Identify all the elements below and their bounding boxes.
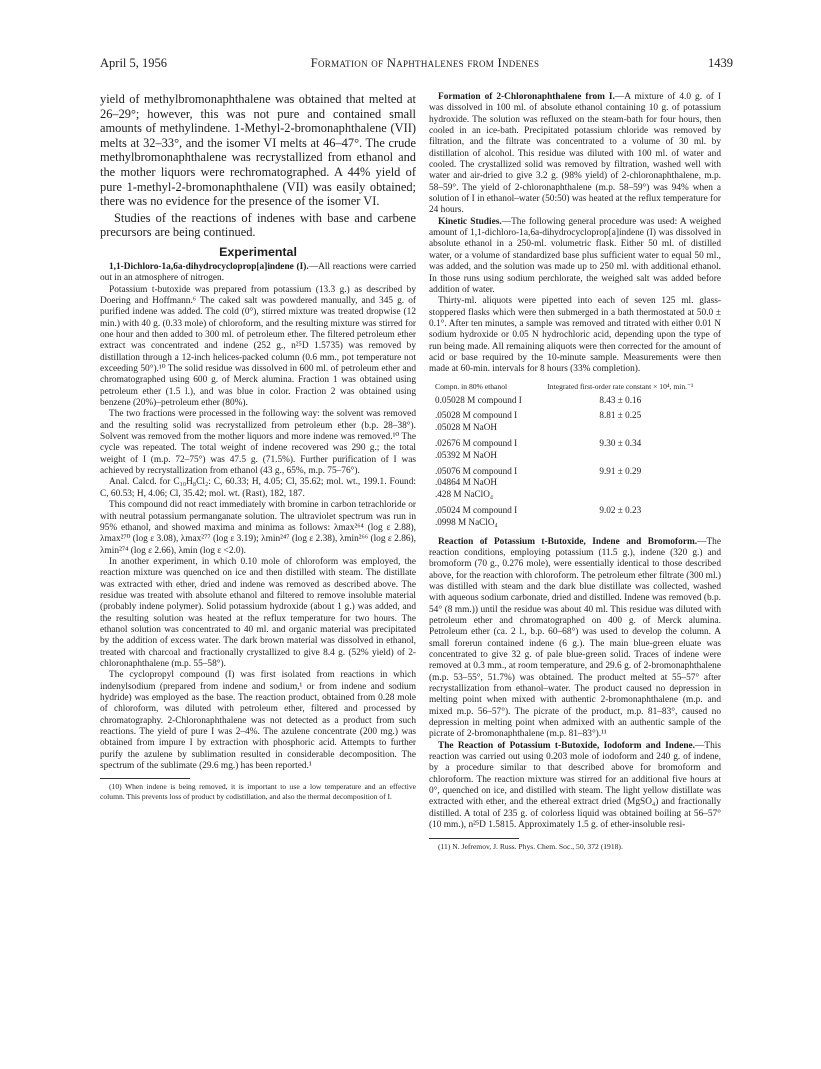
- paragraph-text: —All reactions were carried out in an atmosphere of nitrogen.: [100, 261, 416, 284]
- table-cell-composition: .05028 M compound I: [435, 410, 518, 421]
- table-row: [435, 450, 705, 462]
- experimental-paragraph: In another experiment, in which 0.10 mole of chloroform was employed, the reaction mixture was quenched on ice and then distilled with steam. The distillate was extracted with ether, dried and indene was removed as described above. The residue was treated with absolute ethanol and filtered to remove insoluble material (probably indene polymer). Solid potassium hydroxide (about 1 g.) was added, and the resulting solution was heated at the reflux temperature for two hours. The ethanol solution was concentrated to 40 ml. and organic material was precipitated by the addition of excess water. The dark brown material was dissolved in ethanol, treated with charcoal and fractionally crystallized to give 8.4 g. (52% yield) of 2-chloronaphthalene (m.p. 55–58°).: [100, 556, 416, 669]
- table-cell-composition: .05076 M compound I: [435, 465, 518, 476]
- paragraph-text: —The following general procedure was used: A weighed amount of 1,1-dichloro-1a,6a-dihydrocycloprop[a]indene (I) was dissolved in absolute ethanol in a 250-ml. volumetric flask. Either 50 ml. of distilled water, or a volume of standardized base plus sufficient water to equal 50 ml., was added, and the solution was made up to 250 ml. with additional ethanol. In those runs using sodium perchlorate, the weighed salt was added before addition of water.: [429, 216, 721, 295]
- table-cell-composition: .0998 M NaClO₄: [435, 516, 498, 527]
- table-header: Integrated first-order rate constant × 10⁴, min.⁻¹: [547, 381, 694, 391]
- table-row: [435, 517, 705, 529]
- experimental-paragraph: The two fractions were processed in the following way: the solvent was removed and the resulting solid was recrystallized from petroleum ether (b.p. 28–38°). Solvent was removed from the mother liquors and more indene was removed.¹⁰ The cycle was repeated. The total weight of indene recovered was 290 g.; the total weight of I (m.p. 72–75°) was 47.5 g. (71.5%). Further purification of I was achieved by recrystallization from ethanol (43 g., 65%, m.p. 75–76°).: [100, 409, 416, 477]
- run-in-heading: Reaction of Potassium t-Butoxide, Indene and Bromoform.: [438, 536, 698, 547]
- intro-paragraph: Studies of the reactions of indenes with base and carbene precursors are being continued.: [100, 210, 416, 240]
- experimental-paragraph: [429, 92, 721, 217]
- table-cell-composition: .05028 M NaOH: [435, 422, 498, 433]
- table-cell-rate: 9.02 ± 0.23: [599, 504, 642, 515]
- paragraph-text: —This reaction was carried out using 0.203 mole of iodoform and 240 g. of indene, by a procedure similar to that described above for bromoform and chloroform. The reaction mixture was stirred for an additional five hours at 0°, quenched on ice, and distilled with steam. The light yellow distillate was extracted with ether, and the ethereal extract dried (MgSO₄) and fractionally distilled. A total of 235 g. of colorless liquid was obtained boiling at 56–57° (10 mm.), n²⁵D 1.5815. Approximately 1.5 g. of ether-insoluble resi-: [429, 740, 721, 831]
- experimental-paragraph: [429, 217, 721, 296]
- experimental-paragraph: Potassium t-butoxide was prepared from potassium (13.3 g.) as described by Doering and Hoffmann.⁶ The caked salt was powdered manually, and 345 g. of purified indene was added. The cold (0°), stirred mixture was treated dropwise (12 min.) with 40 g. (0.33 mole) of chloroform, and the resulting mixture was stirred for one hour and then added to 300 ml. of petroleum ether. The filtered petroleum ether extract was concentrated and indene (252 g., n²⁵D 1.5735) was removed by distillation through a 12-inch helices-packed column (0.6 mm., pot temperature not exceeding 50°).¹⁰ The solid residue was dissolved in 600 ml. of petroleum ether and chromatographed using 600 g. of Merck alumina. Fraction 1 was obtained using petroleum ether (1.5 l.), and was blue in color. Fraction 2 was obtained using benzene (20%)–petroleum ether (80%).: [100, 284, 416, 409]
- run-in-heading: The Reaction of Potassium t-Butoxide, Iodoform and Indene.: [438, 740, 696, 751]
- run-in-heading: Formation of 2-Chloronaphthalene from I.: [438, 92, 615, 102]
- paragraph-text: —The reaction conditions, employing potassium (11.5 g.), indene (320 g.) and bromoform (70 g., 0.276 mole), were essentially identical to those described above, for the reaction with chloroform. The petroleum ether filtrate (300 ml.) was distilled with steam and the dark blue distillate was collected, washed with aqueous sodium carbonate, dried and distilled. Indene was removed (b.p. 54° (8 mm.)) until the residue was about 40 ml. This residue was diluted with petroleum ether and chromatographed on 400 g. of Merck alumina. Petroleum ether (ca. 2 l., b.p. 60–68°) was used to develop the column. A small forerun contained indene (6 g.). The main blue-green eluate was concentrated to give 32 g. of pale blue-green solid. Traces of indene were removed at 0.3 mm., at room temperature, and 29.6 g. of 2-bromonaphthalene (m.p. 53–55°, 51.7%) was obtained. The product melted at 55–57° after recrystallization from ethanol–water. The product caused no depression in melting point when mixed with authentic 2-bromonaphthalene (m.p. and mixed m.p. 56–57°). The picrate of the product, m.p. 81–83°, caused no depression in melting point when admixed with an authentic sample of the picrate of 2-bromonaphthalene (m.p. 81–83°).¹¹: [429, 536, 721, 740]
- table-body: [435, 395, 705, 529]
- experimental-paragraph: This compound did not react immediately with bromine in carbon tetrachloride or with neutral potassium permanganate solution. The ultraviolet spectrum was run in 95% ethanol, and showed maxima and minima as follows: λmax²⁶⁴ (log ε 2.88), λmax²⁷⁰ (log ε 3.08), λmax²⁷⁷ (log ε 3.19); λmin²⁴⁷ (log ε 2.38), λmin²⁶⁶ (log ε 2.86), λmin²⁷⁴ (log ε 2.66), λmin (log ε <2.0).: [100, 500, 416, 556]
- table-cell-rate: 9.30 ± 0.34: [599, 437, 642, 448]
- page-number: 1439: [708, 56, 733, 70]
- analysis-paragraph: Anal. Calcd. for C₁₀H₈Cl₂: C, 60.33; H, 4.05; Cl, 35.62; mol. wt., 199.1. Found: C, 60.53; H, 4.06; Cl, 35.42; mol. wt. (Rast), 182, 187.: [100, 477, 416, 499]
- table-row: [435, 395, 705, 407]
- table-cell-rate: 8.43 ± 0.16: [599, 394, 642, 405]
- paragraph-text: —A mixture of 4.0 g. of I was dissolved in 100 ml. of absolute ethanol containing 10 g. of potassium hydroxide. The solution was refluxed on the steam-bath for four hours, then cooled in an ice-bath. Precipitated potassium chloride was removed by filtration, and the filtrate was concentrated to a volume of 30 ml. by distillation of alcohol. This residue was diluted with 100 ml. of water and cooled. The crystallized solid was removed by filtration, washed well with water and air-dried to give 3.2 g. (98% yield) of 2-chloronaphthalene, m.p. 58–59°. The yield of 2-chloronaphthalene (m.p. 58–59°) was 94% when a solution of I in ethanol–water (50:50) was heated at the reflux temperature for 24 hours.: [429, 92, 721, 216]
- table-cell-rate: 9.91 ± 0.29: [599, 465, 642, 476]
- table-cell-composition: 0.05028 M compound I: [435, 394, 522, 405]
- table-row: [435, 477, 705, 489]
- footnote: (10) When indene is being removed, it is important to use a low temperature and an effective column. This prevents loss of product by codistillation, and also the thermal decomposition of I.: [100, 782, 416, 801]
- experimental-paragraph: The cyclopropyl compound (I) was first isolated from reactions in which indenylsodium (prepared from indene and sodium,¹ or from indene and sodium hydride) was employed as the base. The reaction product, obtained from 0.28 mole of chloroform, was diluted with petroleum ether, filtered and processed by chromatography. 2-Chloronaphthalene was not detected as a product from such reactions. The yield of pure I was 2–4%. The azulene concentrate (200 mg.) was obtained from impure I by extraction with phosphoric acid. Attempts to further purify the azulene by sublimation resulted in considerable decomposition. The spectrum of the sublimate (29.6 mg.) has been reported.¹: [100, 670, 416, 772]
- kinetics-table: [435, 382, 705, 529]
- right-column: [429, 92, 721, 851]
- header-title: Formation of Naphthalenes from Indenes: [310, 56, 540, 70]
- table-header: Compn. in 80% ethanol: [435, 381, 508, 391]
- table-row: [435, 466, 705, 478]
- table-cell-composition: .05392 M NaOH: [435, 449, 498, 460]
- table-row: [435, 505, 705, 517]
- table-cell-composition: .04864 M NaOH: [435, 477, 498, 488]
- table-row: [435, 410, 705, 422]
- table-cell-rate: [536, 450, 705, 462]
- table-row: [435, 422, 705, 434]
- table-cell-composition: .428 M NaClO₄: [435, 489, 494, 500]
- table-cell-rate: [536, 422, 705, 434]
- footnote-rule: [429, 838, 519, 839]
- experimental-paragraph: [429, 537, 721, 741]
- header-date: April 5, 1956: [100, 56, 168, 70]
- experimental-paragraph: Thirty-ml. aliquots were pipetted into each of seven 125 ml. glass-stoppered flasks which were then submerged in a bath thermostated at 50.0 ± 0.1°. After ten minutes, a sample was removed and titrated with either 0.01 N sodium hydroxide or 0.05 N hydrochloric acid, depending upon the type of run being made. All remaining aliquots were then corrected for the amount of acid or base required by the 10-minute sample. Measurements were then made at 60-min. intervals for 8 hours (33% completion).: [429, 296, 721, 375]
- table-cell-composition: .02676 M compound I: [435, 437, 518, 448]
- footnote-rule: [100, 778, 190, 779]
- intro-paragraph: yield of methylbromonaphthalene was obtained that melted at 26–29°; however, this was not pure and contained small amounts of methylindene. 1-Methyl-2-bromonaphthalene (VII) melts at 32–33°, and the isomer VI melts at 46–47°. The crude methylbromonaphthalene was recrystallized from ethanol and the mother liquors were rechromatographed. A 44% yield of pure 1-methyl-2-bromonaphthalene (VII) was easily obtained; there was no evidence for the presence of the isomer VI.: [100, 92, 416, 209]
- table-cell-rate: [536, 477, 705, 489]
- left-column: [100, 92, 416, 801]
- experimental-paragraph: [429, 741, 721, 832]
- table-cell-rate: [536, 489, 705, 501]
- table-cell-composition: .05024 M compound I: [435, 504, 518, 515]
- run-in-heading: 1,1-Dichloro-1a,6a-dihydrocycloprop[a]indene (I).: [109, 261, 309, 272]
- section-heading-experimental: Experimental: [219, 244, 297, 259]
- experimental-paragraph: [100, 262, 416, 285]
- run-in-heading: Kinetic Studies.: [438, 216, 502, 227]
- table-cell-rate: [536, 517, 705, 529]
- footnote: (11) N. Jefremov, J. Russ. Phys. Chem. Soc., 50, 372 (1918).: [438, 841, 623, 851]
- table-row: [435, 489, 705, 501]
- table-cell-rate: 8.81 ± 0.25: [599, 410, 642, 421]
- table-row: [435, 438, 705, 450]
